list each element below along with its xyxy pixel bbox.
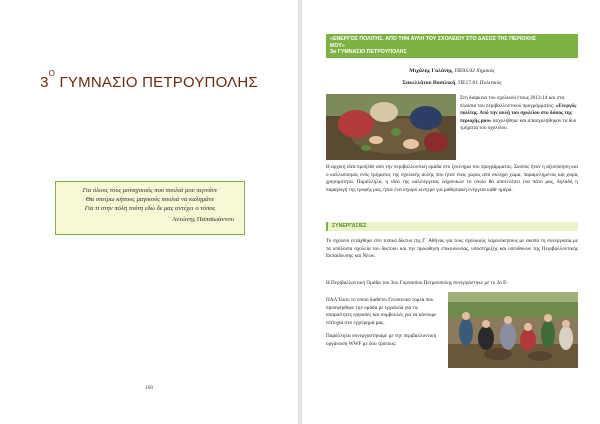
section-header [326, 222, 578, 231]
school-name: ΓΥΜΝΑΣΙΟ ΠΕΤΡΟΥΠΟΛΗΣ [59, 74, 258, 91]
school-title [0, 69, 298, 91]
school-number: 3 [40, 74, 49, 91]
banner-title-line: «ΕΝΕΡΓΟΣ ΠΟΛΙΤΗΣ. ΑΠΟ ΤΗΝ ΑΥΛΗ ΤΟΥ ΣΧΟΛΕΙΟΥ ΣΤΟ ΔΑΣΟΣ ΤΗΣ ΠΕΡΙΟΧΗΣ [330, 36, 537, 42]
page-number: 160 [144, 385, 154, 391]
body-paragraph: Η Περιβαλλοντική Ομάδα του 3ου Γυμνασίου Πετρούπολης συνεργάστηκε με το 2ο Ε- [326, 280, 509, 286]
right-page [302, 0, 600, 424]
program-title: «Ενεργός πολίτης. Από την αυλή του σχολείου στο δάσος της περιοχής μου» [460, 102, 577, 124]
poem-author: Αντώνης Παπαϊωάννου [171, 216, 234, 223]
author-line [326, 68, 578, 74]
intro-text-part: Στη διάρκεια του σχολικού έτους 2013-14 και στα πλαίσια του περιβαλλοντικού προγράμματος: [460, 95, 565, 109]
left-page [0, 0, 298, 424]
poem-line: Θα σπείρω κήπους μαγικούς πουλιά να καλημάνε [85, 196, 215, 203]
article-banner [326, 34, 578, 58]
students-planting-photo [326, 94, 456, 160]
body-paragraph: Η αρχική ιδέα προήλθε από την περιβαλλοντική ομάδα στο ξεκίνημα του προγράμματος. Σκοπός ήταν η αξιοποίηση και ο καλλωπισμός ενός τμήματος της σχολικής αυλής που ήταν ένας χώρος από σκληρό χώμα, παραμελημένος και χωρίς χρησιμότητα. Παράλληλα, η ιδέα της καλλιέργειας λαχανικών το οποίο θα αποτελέσει ένα πάτο μας, δηλαδή η παραγωγή της τροφής μας, ήταν ένα ισχυρό κίνητρο για μαθησιακή ενέργεια κάθε ημέρα. [326, 164, 578, 193]
author-code: , ΠΕ04.02 [452, 68, 475, 74]
section-title: ΣΥΝΕΡΓΑΣΙΕΣ [332, 223, 367, 229]
intro-text-part: ασχολήθηκε και απασχολήθηκαν τα δυο τμήματα του σχολείου. [460, 117, 577, 132]
students-group-photo [448, 292, 578, 368]
body-paragraph: Το σχολείο εντάχθηκε στο τοπικό δίκτυο της Γ΄ Αθήνας για τους σχολικούς λαχανόκηπους με σκοπό τη συνεργασία με τα υπόλοιπα σχολεία του δικτύου και την προώθηση επικοινωνίας, υποστήριξης και υπεύθυνων της Περιβαλλοντικής Εκπαίδευσης και Νέων. [326, 238, 578, 260]
narrow-paragraph-text: Παράλληλα συνεργαστήκαμε με την περιβαλλοντική οργάνωση WWF με δύο τρόπους: [326, 333, 437, 347]
author-role: Πολιτικός [479, 80, 502, 86]
banner-title-line: ΜΟΥ» [330, 42, 345, 49]
poem-line: Για τι στην πόλη τούτη εδώ δε μας αντέχει ο τόπος [84, 205, 216, 212]
author-line [326, 80, 578, 86]
author-name: Μιχάλης Γαλάνης [409, 68, 453, 74]
poem-box [55, 181, 245, 235]
narrow-paragraph [326, 297, 444, 349]
author-role: Χημικός [476, 68, 495, 74]
school-number-superscript: Ο [48, 69, 56, 78]
author-name: Σακελλάτου Βασιλική [402, 80, 456, 86]
banner-school-line: 3ο ΓΥΜΝΑΣΙΟ ΠΕΤΡΟΥΠΟΛΗΣ [330, 49, 407, 56]
intro-paragraph [460, 95, 578, 133]
author-code: , ΠΕ17.01 [455, 80, 479, 86]
narrow-paragraph-text: ΠΑΛ Ίλιου το οποίο διαθέτει Γεωπονικό τομέα που προσφέρθηκε την ομάδα με εργαλεία για τις απαραίτητες εργασίες και συμβουλές για να κάνουμε επιτυχία στο εγχείρημά μας. [326, 297, 437, 326]
poem-line: Για όλους τους μοναχικούς που πουλιά μου περνάνε [82, 187, 218, 194]
